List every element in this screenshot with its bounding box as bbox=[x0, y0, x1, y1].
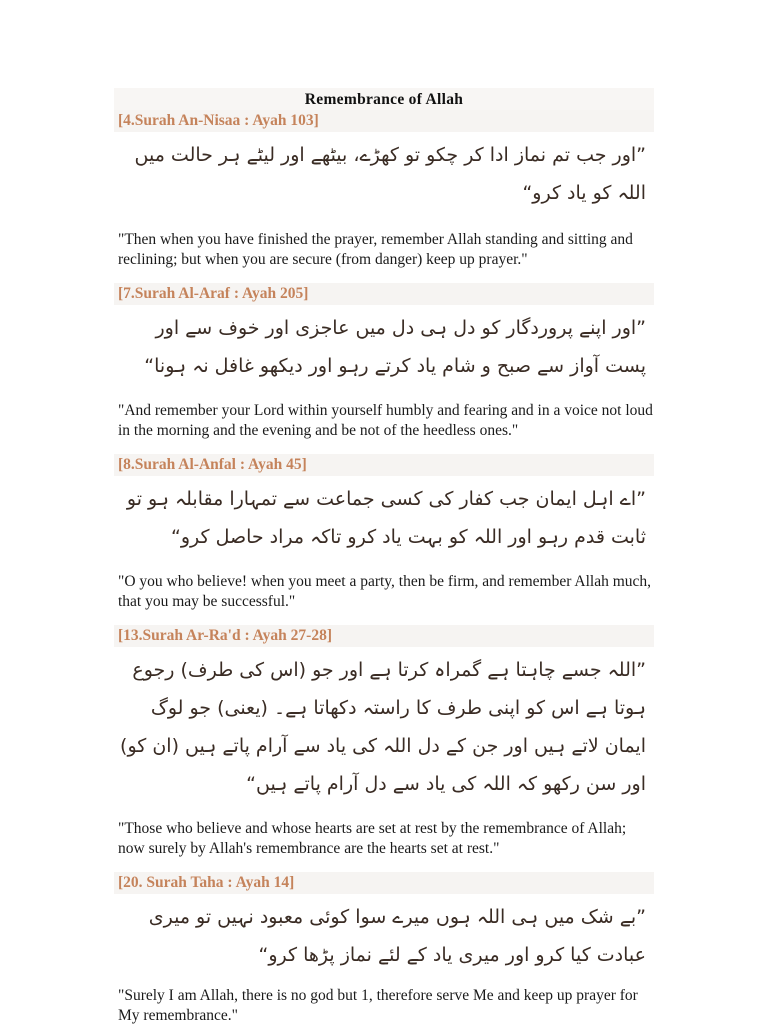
reference-bar bbox=[114, 283, 654, 305]
reference-bar bbox=[114, 872, 654, 894]
urdu-translation: ”اللہ جسے چاہتا ہے گمراہ کرتا ہے اور جو (اس کی طرف) رجوع ہوتا ہے اس کو اپنی طرف کا راستہ دکھاتا ہے۔ (یعنی) جو لوگ ایمان لاتے ہیں اور جن کے دل اللہ کی یاد سے آرام پاتے ہیں (ان کو) اور سن رکھو کہ اللہ کی یاد سے دل آرام پاتے ہیں“ bbox=[120, 659, 646, 795]
verse-section bbox=[114, 110, 654, 269]
page-title: Remembrance of Allah bbox=[304, 91, 464, 108]
english-translation: "Then when you have finished the prayer, remember Allah standing and sitting and reclining; but when you are secure (from danger) keep up prayer." bbox=[118, 231, 633, 268]
document-page bbox=[114, 88, 654, 1025]
verse-reference: [20. Surah Taha : Ayah 14] bbox=[118, 874, 295, 891]
reference-bar bbox=[114, 625, 654, 647]
verse-reference: [8.Surah Al-Anfal : Ayah 45] bbox=[118, 456, 307, 473]
english-translation: "And remember your Lord within yourself humbly and fearing and in a voice not loud in the morning and the evening and be not of the heedless ones." bbox=[118, 402, 653, 439]
verse-section bbox=[114, 283, 654, 440]
urdu-translation: ”اور اپنے پروردگار کو دل ہی دل میں عاجزی اور خوف سے اور پست آواز سے صبح و شام یاد کرتے رہو اور دیکھو غافل نہ ہونا“ bbox=[144, 317, 646, 377]
verse-reference: [13.Surah Ar-Ra'd : Ayah 27-28] bbox=[118, 627, 332, 644]
english-translation: "Surely I am Allah, there is no god but 1, therefore serve Me and keep up prayer for My remembrance." bbox=[118, 987, 638, 1024]
english-translation: "O you who believe! when you meet a party, then be firm, and remember Allah much, that you may be successful." bbox=[118, 573, 652, 610]
title-bar bbox=[114, 88, 654, 110]
verse-section bbox=[114, 872, 654, 1025]
verse-reference: [4.Surah An-Nisaa : Ayah 103] bbox=[118, 112, 319, 129]
urdu-translation: ”اے اہل ایمان جب کفار کی کسی جماعت سے تمہارا مقابلہ ہو تو ثابت قدم رہو اور اللہ کو بہت یاد کرو تاکہ مراد حاصل کرو“ bbox=[126, 488, 646, 548]
verse-section bbox=[114, 454, 654, 611]
verse-section bbox=[114, 625, 654, 858]
verse-reference: [7.Surah Al-Araf : Ayah 205] bbox=[118, 285, 309, 302]
urdu-translation: ”بے شک میں ہی اللہ ہوں میرے سوا کوئی معبود نہیں تو میری عبادت کیا کرو اور میری یاد کے لئے نماز پڑھا کرو“ bbox=[148, 906, 646, 966]
reference-bar bbox=[114, 110, 654, 132]
reference-bar bbox=[114, 454, 654, 476]
urdu-translation: ”اور جب تم نماز ادا کر چکو تو کھڑے، بیٹھے اور لیٹے ہر حالت میں اللہ کو یاد کرو“ bbox=[134, 144, 646, 204]
english-translation: "Those who believe and whose hearts are set at rest by the remembrance of Allah; now surely by Allah's remembrance are the hearts set at rest." bbox=[118, 820, 627, 857]
